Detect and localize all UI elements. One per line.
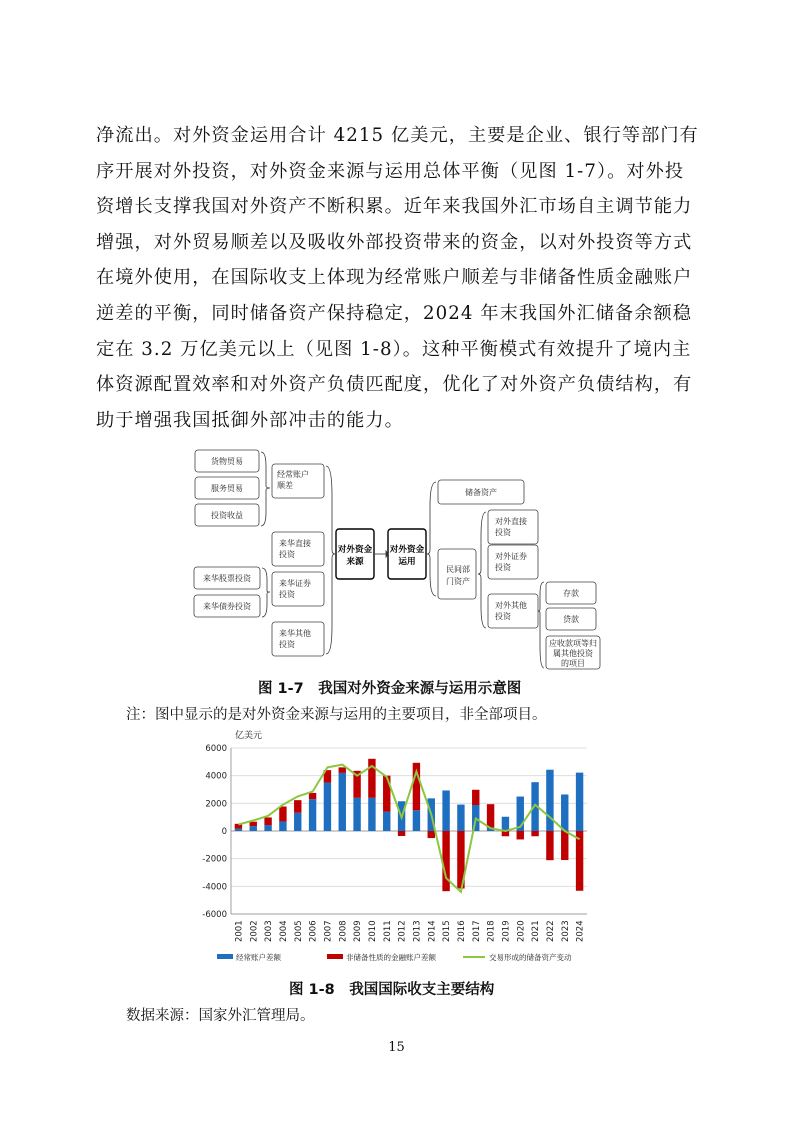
- current-account-label: 经常账户: [277, 470, 309, 479]
- services-trade-label: 服务贸易: [211, 484, 243, 493]
- x-tick-label: 2013: [412, 920, 423, 942]
- bar-financial-account: [339, 767, 346, 773]
- bar-current-account: [576, 773, 583, 831]
- figure-1-7-caption: 图 1-7 我国对外资金来源与运用示意图: [258, 681, 522, 697]
- other-out-label: 投资: [495, 612, 511, 621]
- other-in-label: 投资: [279, 640, 295, 649]
- x-tick-label: 2001: [234, 920, 245, 942]
- bar-financial-account: [383, 776, 390, 812]
- bar-current-account: [383, 812, 390, 831]
- bar-current-account: [324, 783, 331, 831]
- paragraph-line: 序开展对外投资，对外资金来源与运用总体平衡（见图 1-7）。对外投: [96, 160, 685, 182]
- fdi-out-box: [488, 510, 538, 544]
- bar-current-account: [413, 810, 420, 831]
- securities-out-label: 投资: [495, 563, 511, 572]
- y-tick-label: -6000: [202, 910, 227, 920]
- current-account-label: 顺差: [277, 481, 293, 490]
- figure-note: 注：图中显示的是对外资金来源与运用的主要项目，非全部项目。: [126, 707, 547, 723]
- x-tick-label: 2023: [560, 920, 571, 942]
- x-tick-label: 2004: [278, 920, 289, 942]
- private-sector-box: [438, 549, 476, 599]
- securities-out-label: 对外证券: [495, 552, 527, 561]
- bar-current-account: [294, 813, 301, 831]
- other-in-box: [272, 622, 324, 656]
- bar-financial-account: [546, 831, 553, 860]
- y-tick-label: 0: [221, 827, 227, 837]
- x-tick-label: 2010: [367, 920, 378, 942]
- body-paragraph: [96, 118, 701, 438]
- x-tick-label: 2007: [323, 920, 334, 942]
- bar-current-account: [442, 790, 449, 831]
- paragraph-line: 资增长支撑我国对外资产不断积累。近年来我国外汇市场自主调节能力: [96, 196, 693, 218]
- paragraph-line: 净流出。对外资金运用合计 4215 亿美元，主要是企业、银行等部门有: [96, 125, 699, 146]
- bar-financial-account: [517, 831, 524, 839]
- x-tick-label: 2016: [456, 920, 467, 942]
- fdi-in-label: 来华直接: [279, 539, 311, 548]
- x-tick-label: 2009: [353, 920, 364, 942]
- paragraph-line: 在境外使用，在国际收支上体现为经常账户顺差与非储备性质金融账户: [96, 267, 693, 289]
- investment-income-label: 投资收益: [211, 511, 243, 520]
- x-tick-label: 2003: [264, 920, 275, 942]
- securities-in-box: [272, 572, 324, 606]
- y-tick-label: 4000: [205, 771, 227, 782]
- paragraph-line: 定在 3.2 万亿美元以上（见图 1-8）。这种平衡模式有效提升了境内主: [96, 338, 692, 360]
- fdi-in-box: [272, 532, 324, 566]
- reserve-change-line: [238, 765, 579, 892]
- bar-current-account: [368, 798, 375, 831]
- private-sector-label: 门资产: [446, 577, 470, 586]
- bar-current-account: [250, 826, 257, 831]
- bar-current-account: [353, 798, 360, 831]
- legend-label: 非储备性质的金融账户差额: [346, 953, 436, 962]
- fund-flow-diagram: [190, 446, 610, 672]
- other-out-box: [488, 594, 538, 628]
- x-tick-label: 2018: [486, 920, 497, 942]
- bar-current-account: [279, 821, 286, 831]
- bar-financial-account: [561, 831, 568, 860]
- deposits-label: 存款: [563, 589, 579, 598]
- bar-current-account: [457, 805, 464, 831]
- fdi-out-label: 对外直接: [495, 517, 527, 526]
- y-tick-label: -4000: [202, 882, 227, 893]
- legend-swatch: [217, 954, 233, 959]
- other-in-label: 来华其他: [279, 629, 311, 638]
- x-tick-label: 2022: [545, 920, 556, 942]
- loans-label: 贷款: [563, 615, 579, 624]
- bar-financial-account: [368, 759, 375, 798]
- paragraph-line: 体资源配置效率和对外资产负债匹配度，优化了对外资产负债结构，有: [96, 374, 693, 396]
- legend-label: 经常账户差额: [236, 953, 281, 962]
- x-tick-label: 2008: [338, 920, 349, 942]
- bar-current-account: [561, 794, 568, 831]
- x-tick-label: 2019: [501, 920, 512, 942]
- y-axis-unit-label: 亿美元: [235, 731, 263, 741]
- x-tick-label: 2024: [575, 920, 586, 942]
- stock-in-label: 来华股票投资: [203, 574, 251, 583]
- page-number: 15: [388, 1040, 405, 1055]
- data-source: 数据来源：国家外汇管理局。: [126, 1008, 315, 1024]
- bar-financial-account: [531, 831, 538, 836]
- bar-financial-account: [250, 822, 257, 826]
- paragraph-line: 助于增强我国抵御外部冲击的能力。: [96, 409, 404, 431]
- x-tick-label: 2011: [382, 920, 393, 942]
- bar-financial-account: [309, 793, 316, 799]
- sources-center-label: 对外资金: [337, 545, 373, 555]
- bar-financial-account: [279, 807, 286, 822]
- bar-financial-account: [442, 831, 449, 891]
- y-tick-label: 6000: [205, 744, 227, 754]
- bond-in-label: 来华债券投资: [203, 602, 251, 611]
- x-tick-label: 2020: [516, 920, 527, 942]
- bar-financial-account: [487, 804, 494, 828]
- private-sector-label: 民间部: [446, 565, 470, 574]
- receivables-label: 属其他投资: [553, 649, 593, 658]
- bar-current-account: [264, 825, 271, 831]
- uses-center-label: 运用: [398, 557, 416, 567]
- bar-financial-account: [472, 790, 479, 805]
- bar-current-account: [339, 773, 346, 831]
- bar-current-account: [309, 799, 316, 831]
- goods-trade-label: 货物贸易: [211, 457, 243, 466]
- fdi-in-label: 投资: [279, 550, 295, 559]
- x-tick-label: 2005: [293, 920, 304, 942]
- y-tick-label: 2000: [205, 799, 227, 810]
- bar-current-account: [502, 817, 509, 831]
- x-tick-label: 2021: [531, 920, 542, 942]
- uses-center-label: 对外资金: [389, 545, 425, 555]
- sources-center-label: 来源: [346, 557, 364, 567]
- paragraph-line: 增强，对外贸易顺差以及吸收外部投资带来的资金，以对外投资等方式: [96, 231, 693, 253]
- figure-1-8-caption: 图 1-8 我国国际收支主要结构: [289, 982, 495, 998]
- x-tick-label: 2002: [249, 920, 260, 942]
- x-tick-label: 2017: [471, 920, 482, 942]
- bar-financial-account: [264, 817, 271, 825]
- x-tick-label: 2014: [427, 920, 438, 942]
- other-out-label: 对外其他: [495, 601, 527, 610]
- bop-structure-chart: [195, 724, 600, 972]
- x-tick-label: 2006: [308, 920, 319, 942]
- x-tick-label: 2015: [442, 920, 453, 942]
- bar-financial-account: [576, 831, 583, 891]
- receivables-label: 应收款项等归: [549, 639, 597, 648]
- bar-financial-account: [398, 831, 405, 836]
- y-tick-label: -2000: [202, 854, 227, 865]
- paragraph-line: 逆差的平衡，同时储备资产保持稳定，2024 年末我国外汇储备余额稳: [96, 302, 692, 324]
- securities-out-box: [488, 545, 538, 579]
- reserve-label: 储备资产: [465, 488, 497, 497]
- securities-in-label: 投资: [279, 590, 295, 599]
- x-tick-label: 2012: [397, 920, 408, 942]
- legend-label: 交易形成的储备资产变动: [489, 953, 572, 962]
- legend-swatch: [327, 954, 343, 959]
- bar-current-account: [235, 829, 242, 831]
- bar-financial-account: [294, 800, 301, 813]
- bar-financial-account: [428, 831, 435, 838]
- fdi-out-label: 投资: [495, 528, 511, 537]
- securities-in-label: 来华证券: [279, 579, 311, 588]
- bar-current-account: [546, 770, 553, 831]
- receivables-label: 的项目: [561, 659, 585, 668]
